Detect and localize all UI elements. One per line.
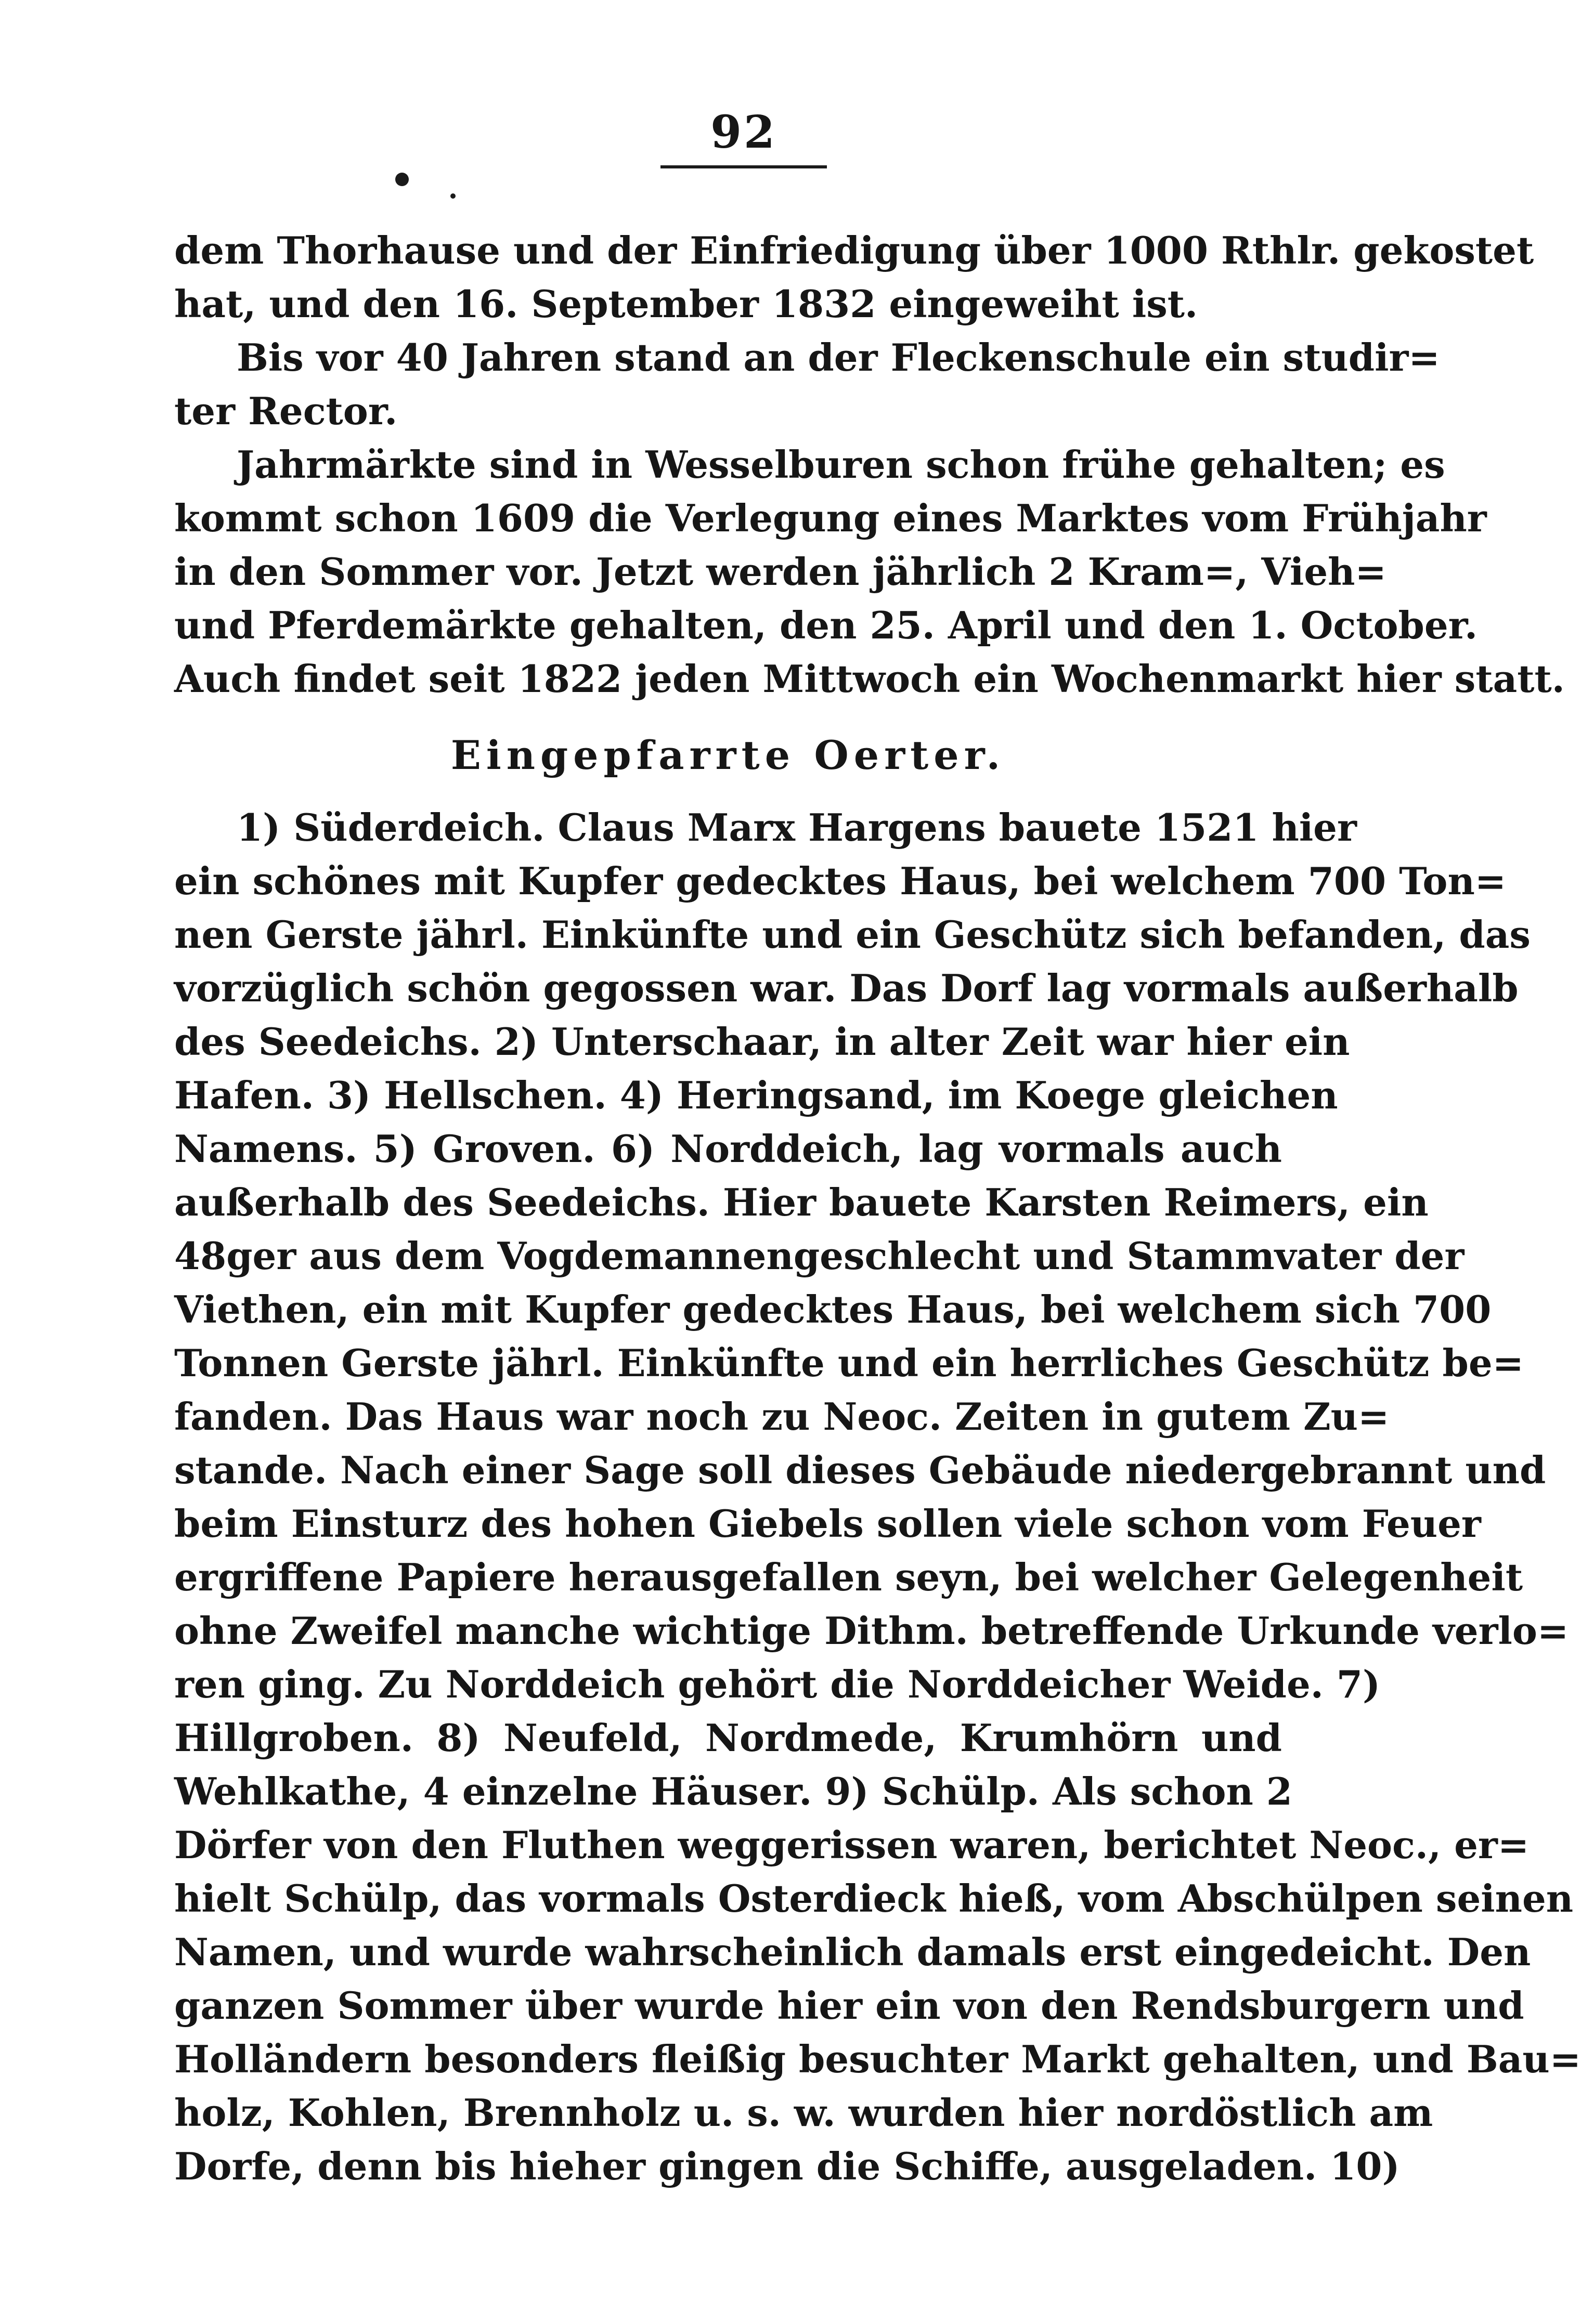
text-line: Hafen. 3) Hellschen. 4) Heringsand, im Koege gleichen [174, 1073, 1338, 1117]
text-line: und Pferdemärkte gehalten, den 25. April und den 1. October. [174, 603, 1478, 647]
text-line: dem Thorhause und der Einfriedigung über 1000 Rthlr. gekostet [174, 228, 1534, 272]
text-line: nen Gerste jährl. Einkünfte und ein Geschütz sich befanden, das [174, 912, 1531, 957]
text-line: 1) Süderdeich. Claus Marx Hargens bauete 1521 hier [237, 805, 1357, 850]
text-line: Namen, und wurde wahrscheinlich damals erst eingedeicht. Den [174, 1930, 1531, 1974]
text-line: ter Rector. [174, 389, 398, 433]
text-line: Hillgroben. 8) Neufeld, Nordmede, Krumhörn und [174, 1716, 1282, 1760]
page-number: 92 [710, 106, 777, 159]
text-line: in den Sommer vor. Jetzt werden jährlich 2 Kram=, Vieh= [174, 550, 1386, 594]
ink-speck [395, 173, 409, 186]
text-line: ergriffene Papiere herausgefallen seyn, bei welcher Gelegenheit [174, 1555, 1523, 1599]
text-line: Wehlkathe, 4 einzelne Häuser. 9) Schülp. Als schon 2 [174, 1769, 1293, 1813]
text-line: Bis vor 40 Jahren stand an der Fleckenschule ein studir= [237, 335, 1440, 380]
text-line: Jahrmärkte sind in Wesselburen schon frühe gehalten; es [237, 442, 1445, 487]
text-line: des Seedeichs. 2) Unterschaar, in alter Zeit war hier ein [174, 1020, 1350, 1064]
text-line: ein schönes mit Kupfer gedecktes Haus, bei welchem 700 Ton= [174, 859, 1507, 903]
ink-speck [450, 193, 456, 199]
text-line: Dorfe, denn bis hieher gingen die Schiffe, ausgeladen. 10) [174, 2144, 1400, 2188]
text-line: kommt schon 1609 die Verlegung eines Marktes vom Frühjahr [174, 496, 1487, 540]
text-line: außerhalb des Seedeichs. Hier bauete Karsten Reimers, ein [174, 1180, 1429, 1224]
text-line: hat, und den 16. September 1832 eingeweiht ist. [174, 282, 1198, 326]
header-rule [660, 165, 827, 168]
text-line: ren ging. Zu Norddeich gehört die Norddeicher Weide. 7) [174, 1662, 1381, 1706]
text-line: vorzüglich schön gegossen war. Das Dorf lag vormals außerhalb [174, 966, 1519, 1010]
text-line: Dörfer von den Fluthen weggerissen waren, berichtet Neoc., er= [174, 1823, 1530, 1867]
text-line: hielt Schülp, das vormals Osterdieck hieß, vom Abschülpen seinen [174, 1876, 1574, 1921]
text-line: beim Einsturz des hohen Giebels sollen viele schon vom Feuer [174, 1502, 1481, 1546]
section-heading: Eingepfarrte Oerter. [450, 732, 1006, 778]
text-line: holz, Kohlen, Brennholz u. s. w. wurden hier nordöstlich am [174, 2091, 1433, 2135]
text-line: Namens. 5) Groven. 6) Norddeich, lag vormals auch [174, 1127, 1282, 1171]
text-line: 48ger aus dem Vogdemannengeschlecht und Stammvater der [174, 1234, 1465, 1278]
text-line: fanden. Das Haus war noch zu Neoc. Zeiten in gutem Zu= [174, 1394, 1390, 1439]
text-line: Viethen, ein mit Kupfer gedecktes Haus, bei welchem sich 700 [174, 1287, 1492, 1331]
text-line: ohne Zweifel manche wichtige Dithm. betreffende Urkunde verlo= [174, 1609, 1569, 1653]
text-line: Tonnen Gerste jährl. Einkünfte und ein herrliches Geschütz be= [174, 1341, 1524, 1385]
text-line: stande. Nach einer Sage soll dieses Gebäude niedergebrannt und [174, 1448, 1546, 1492]
text-line: Holländern besonders fleißig besuchter Markt gehalten, und Bau= [174, 2037, 1581, 2081]
text-line: ganzen Sommer über wurde hier ein von den Rendsburgern und [174, 1983, 1524, 2028]
text-block-top [174, 224, 1565, 706]
text-line: Auch findet seit 1822 jeden Mittwoch ein Wochenmarkt hier statt. [174, 657, 1565, 701]
text-block-bottom [174, 801, 1581, 2193]
